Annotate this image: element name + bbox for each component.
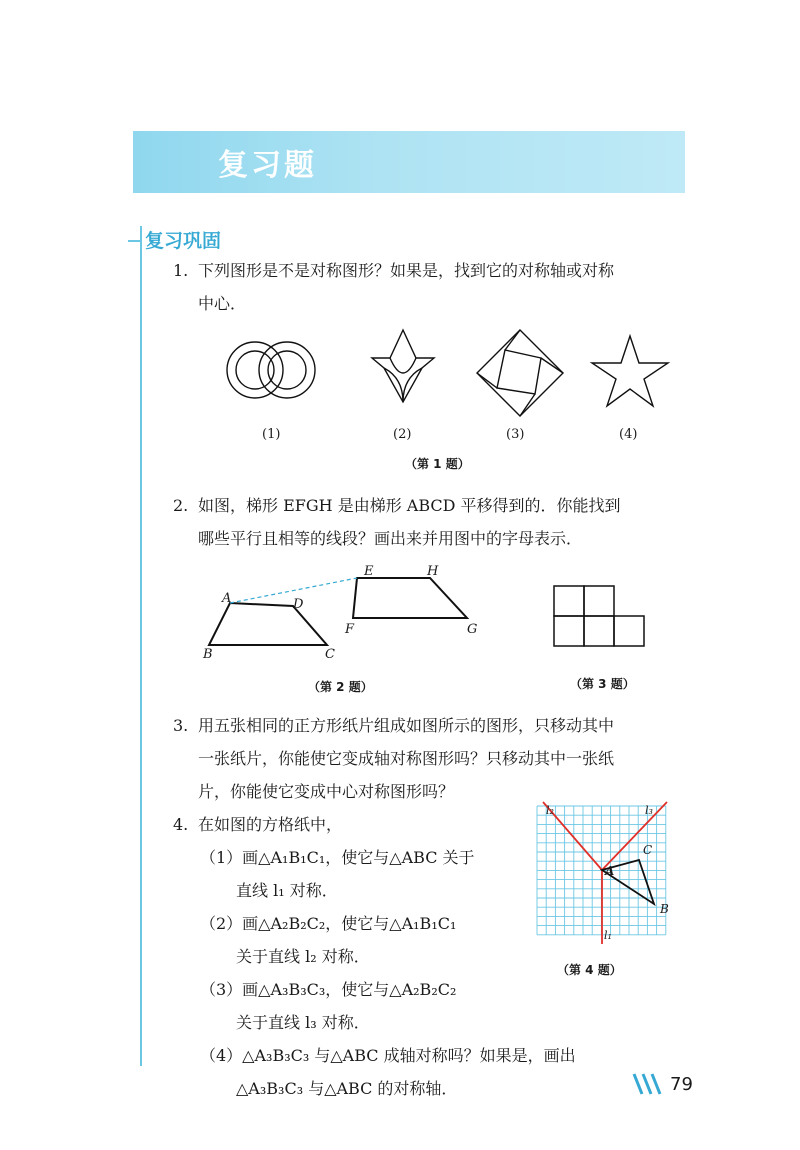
section-rule: [140, 226, 142, 1066]
chapter-banner: [133, 131, 685, 193]
q1-line2: 中心．: [198, 294, 247, 313]
q1-label-3: (3): [506, 427, 525, 442]
q4-point-A: A: [605, 864, 615, 878]
q3-number: 3.: [173, 716, 189, 735]
q3-line3: 片，你能使它变成中心对称图形吗？: [198, 782, 455, 801]
q2-point-A: A: [222, 591, 232, 606]
q3-line1: 用五张相同的正方形纸片组成如图所示的图形，只移动其中: [198, 716, 615, 735]
section-title: 复习巩固: [145, 230, 222, 252]
q4-point-C: C: [643, 843, 653, 857]
q4-step4a: （4）△A₃B₃C₃ 与△ABC 成轴对称吗？如果是，画出: [200, 1046, 576, 1065]
q2-line2: 哪些平行且相等的线段？画出来并用图中的字母表示．: [198, 529, 583, 548]
q4-step2b: 关于直线 l₂ 对称．: [236, 947, 370, 966]
q2-caption: （第 2 题）: [308, 680, 373, 694]
q3-caption: （第 3 题）: [570, 677, 635, 691]
q2-point-F: F: [345, 622, 355, 637]
q4-step3a: （3）画△A₃B₃C₃，使它与△A₂B₂C₂: [200, 980, 457, 999]
q4-number: 4.: [173, 815, 189, 834]
q4-label-l2: l₂: [546, 804, 554, 817]
q2-point-E: E: [364, 564, 374, 579]
q4-step2a: （2）画△A₂B₂C₂，使它与△A₁B₁C₁: [200, 914, 457, 933]
q1-caption: （第 1 题）: [405, 457, 470, 471]
section-tick: [128, 240, 142, 242]
banner-title: 复习题: [218, 148, 317, 183]
q4-step1b: 直线 l₁ 对称．: [236, 881, 338, 900]
q2-point-D: D: [293, 597, 304, 612]
q3-line2: 一张纸片，你能使它变成轴对称图形吗？只移动其中一张纸: [198, 749, 615, 768]
q4-grid-figure: [533, 800, 673, 950]
q1-label-2: (2): [393, 427, 412, 442]
q2-point-B: B: [203, 647, 213, 662]
q1-line1: 下列图形是不是对称图形？如果是，找到它的对称轴或对称: [198, 261, 615, 280]
q1-label-1: (1): [262, 427, 281, 442]
q4-caption: （第 4 题）: [557, 963, 622, 977]
figure-rings: [227, 342, 315, 398]
q2-line1: 如图，梯形 EFGH 是由梯形 ABCD 平移得到的．你能找到: [198, 496, 621, 515]
q2-point-H: H: [427, 564, 439, 579]
q2-point-C: C: [325, 647, 335, 662]
q4-label-l3: l₃: [645, 804, 653, 817]
q4-step1a: （1）画△A₁B₁C₁，使它与△ABC 关于: [200, 848, 475, 867]
q4-step4b: △A₃B₃C₃ 与△ABC 的对称轴．: [236, 1079, 458, 1098]
q4-step3b: 关于直线 l₃ 对称．: [236, 1013, 370, 1032]
q1-label-4: (4): [619, 427, 638, 442]
figure-square-pinwheel: [477, 330, 563, 416]
q4-intro: 在如图的方格纸中，: [198, 815, 343, 834]
page-slashes-icon: [632, 1072, 668, 1096]
q1-figures: [220, 328, 680, 428]
q3-squares: [553, 585, 647, 649]
q2-point-G: G: [467, 622, 478, 637]
figure-star-leaves: [372, 330, 434, 402]
q2-number: 2.: [173, 496, 189, 515]
figure-star: [592, 336, 668, 406]
q4-label-l1: l₁: [604, 929, 612, 942]
page-number: 79: [670, 1074, 693, 1095]
q1-number: 1.: [173, 261, 189, 280]
q2-trapezoids: [195, 560, 495, 670]
q4-point-B: B: [660, 902, 669, 916]
